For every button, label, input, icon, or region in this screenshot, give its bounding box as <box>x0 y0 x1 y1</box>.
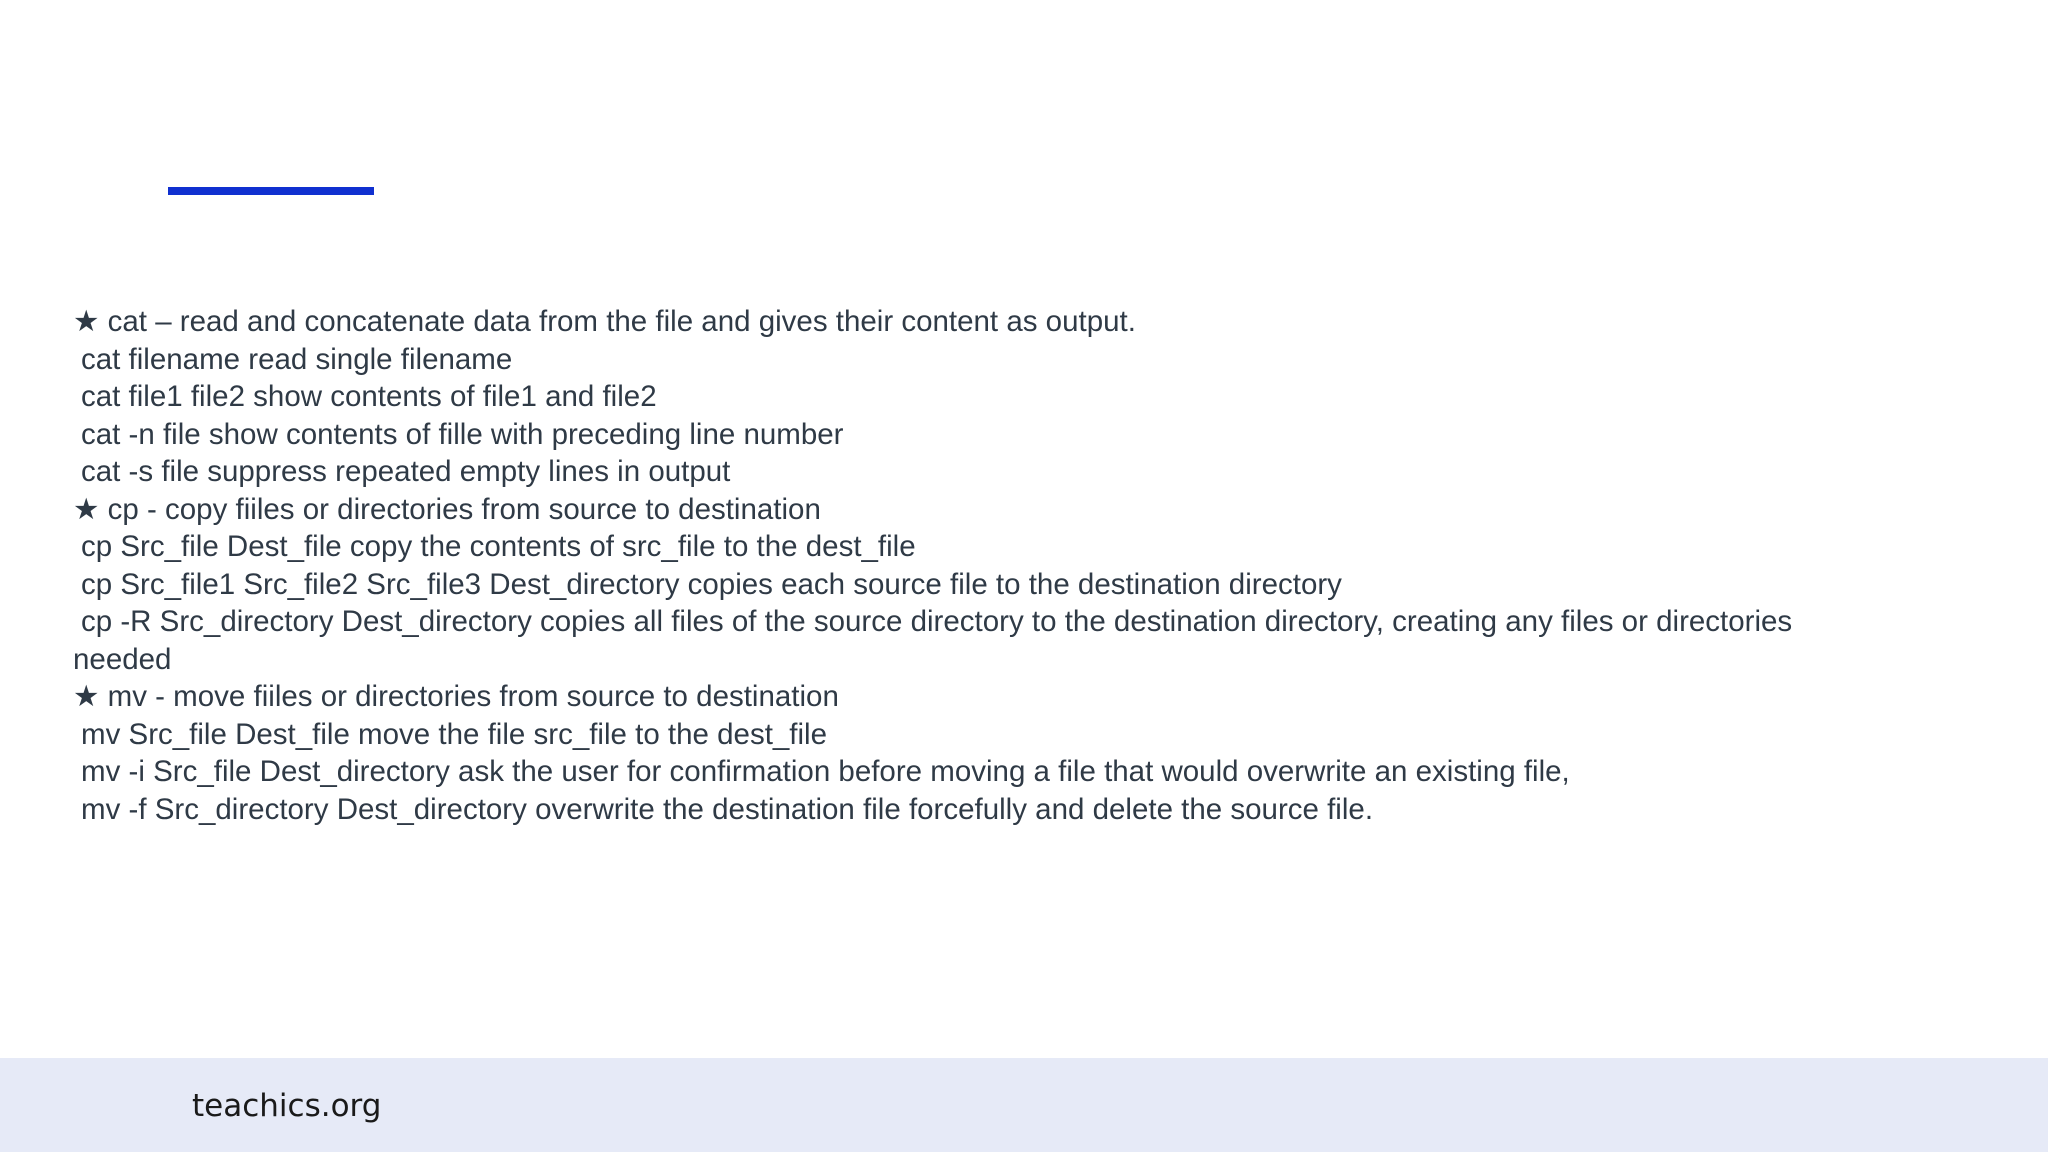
mv-src-dest-line: mv Src_file Dest_file move the file src_file to the dest_file <box>81 717 828 751</box>
cat-s-line: cat -s file suppress repeated empty lines in output <box>81 455 731 488</box>
cp-r-line-continued: needed <box>73 642 172 676</box>
cat-file1-file2-line: cat file1 file2 show contents of file1 and file2 <box>81 380 657 413</box>
cat-filename-line: cat filename read single filename <box>81 342 513 376</box>
cp-multiple-src-line: cp Src_file1 Src_file2 Src_file3 Dest_directory copies each source file to the destination directory <box>81 567 1342 601</box>
footer-site-name: teachics.org <box>192 1088 382 1124</box>
bullet-cat: ★ cat – read and concatenate data from the file and gives their content as output. <box>73 305 1136 338</box>
footer-bar <box>0 1058 2048 1152</box>
slide-content <box>73 303 1993 828</box>
bullet-cp: ★ cp - copy fiiles or directories from source to destination <box>73 492 821 526</box>
cat-n-line: cat -n file show contents of fille with preceding line number <box>81 417 844 451</box>
mv-i-line: mv -i Src_file Dest_directory ask the user for confirmation before moving a file that would overwrite an existing file, <box>81 755 1570 788</box>
mv-f-line: mv -f Src_directory Dest_directory overwrite the destination file forcefully and delete the source file. <box>81 792 1374 826</box>
bullet-mv: ★ mv - move fiiles or directories from source to destination <box>73 680 839 713</box>
cp-src-dest-line: cp Src_file Dest_file copy the contents of src_file to the dest_file <box>81 530 916 563</box>
title-accent-bar <box>168 187 374 195</box>
cp-r-line: cp -R Src_directory Dest_directory copies all files of the source directory to the destination directory, creating any files or directories <box>81 605 1793 638</box>
